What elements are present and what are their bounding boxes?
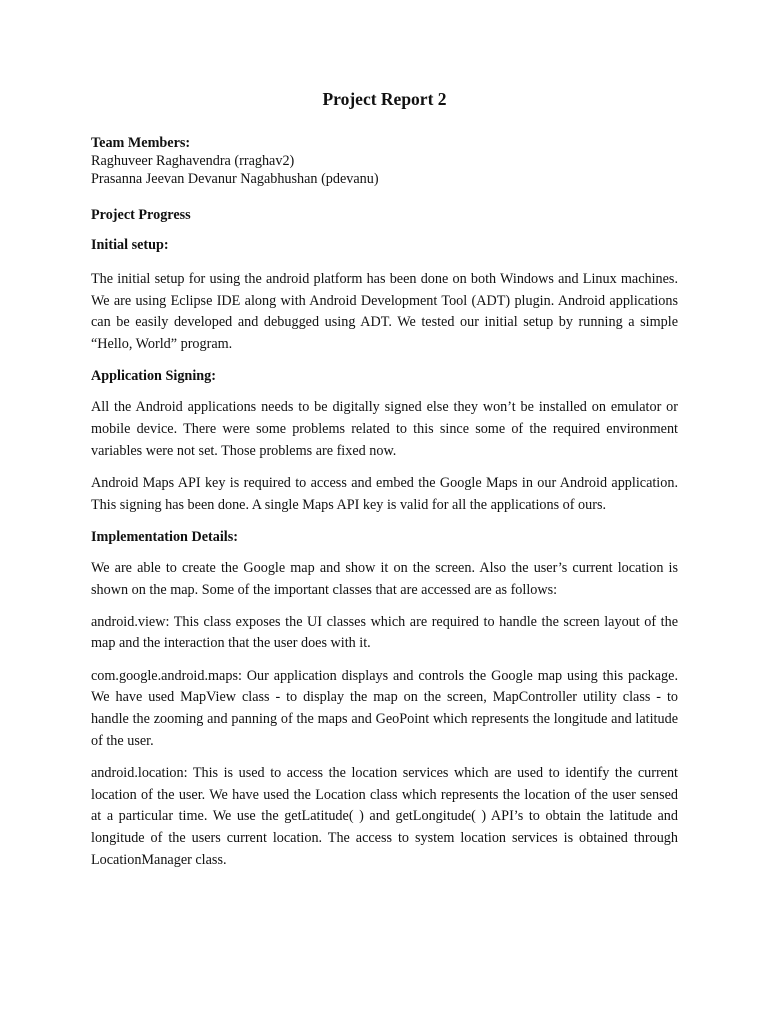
team-member-1: Raghuveer Raghavendra (rraghav2) <box>91 153 295 169</box>
document-title: Project Report 2 <box>322 89 447 109</box>
team-members-block <box>91 134 678 188</box>
paragraph-implementation-4: android.location: This is used to access the location services which are used to identify the current location of the user. We have used the Location class which represents the location of the user sensed at a particular time. We use the getLatitude( ) and getLongitude( ) API’s to obtain the latitude and longitude of the users current location. The access to system location services is obtained through LocationManager class. <box>91 764 678 868</box>
team-member-2: Prasanna Jeevan Devanur Nagabhushan (pdevanu) <box>91 171 379 187</box>
section-heading-project-progress: Project Progress <box>91 207 191 223</box>
section-heading-implementation-details: Implementation Details: <box>91 528 238 545</box>
paragraph-signing-1: All the Android applications needs to be digitally signed else they won’t be installed on emulator or mobile device. There were some problems related to this since some of the required environment variables were not set. Those problems are fixed now. <box>91 399 678 459</box>
paragraph-implementation-3: com.google.android.maps: Our application displays and controls the Google map using this package. We have used MapView class - to display the map on the screen, MapController utility class - to handle the zooming and panning of the maps and GeoPoint which represents the longitude and latitude of the user. <box>91 667 678 749</box>
paragraph-implementation-1: We are able to create the Google map and show it on the screen. Also the user’s current location is shown on the map. Some of the important classes that are accessed are as follows: <box>91 559 678 598</box>
paragraph-initial-setup: The initial setup for using the android platform has been done on both Windows and Linux machines. We are using Eclipse IDE along with Android Development Tool (ADT) plugin. Android applications can be easily developed and debugged using ADT. We tested our initial setup by running a simple “Hello, World” program. <box>91 271 678 353</box>
document-page <box>91 88 678 882</box>
section-heading-application-signing: Application Signing: <box>91 368 216 385</box>
paragraph-implementation-2: android.view: This class exposes the UI classes which are required to handle the screen layout of the map and the interaction that the user does with it. <box>91 613 678 652</box>
section-heading-initial-setup: Initial setup: <box>91 237 169 253</box>
team-members-heading: Team Members: <box>91 135 191 151</box>
paragraph-signing-2: Android Maps API key is required to access and embed the Google Maps in our Android application. This signing has been done. A single Maps API key is valid for all the applications of ours. <box>91 474 678 513</box>
